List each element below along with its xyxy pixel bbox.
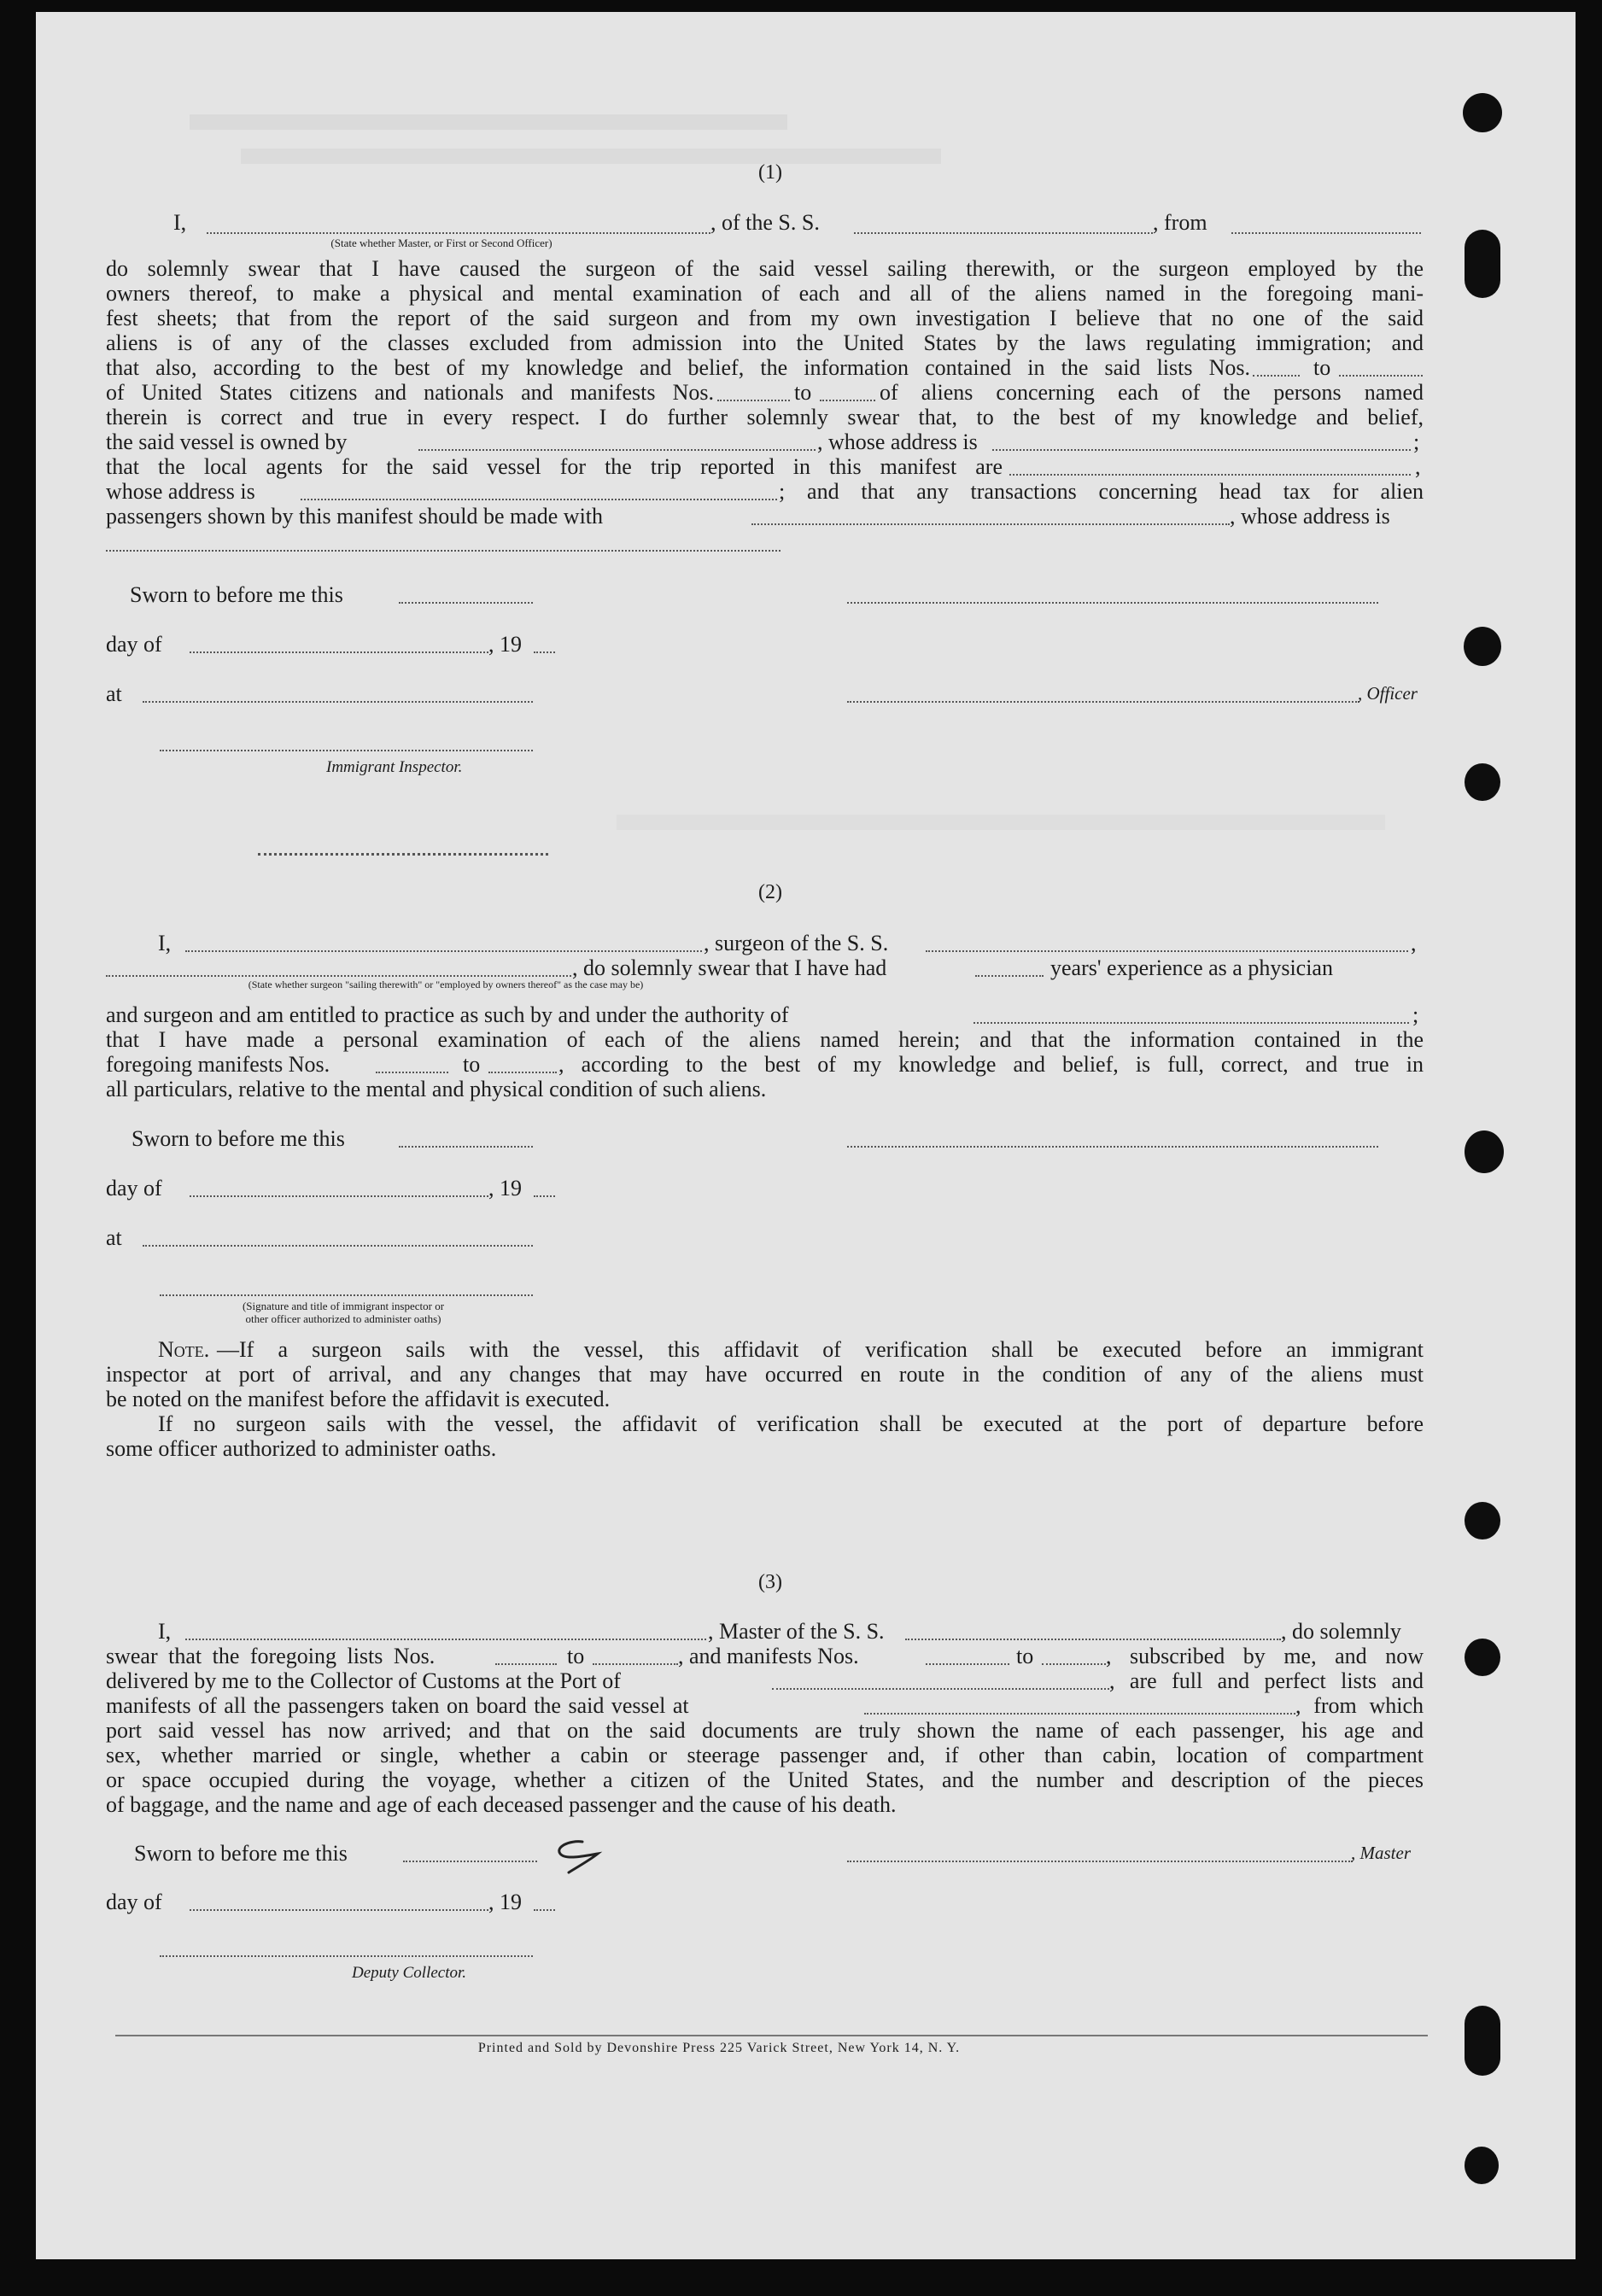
s1-para-line: of United States citizens and nationals and manifests Nos. xyxy=(106,380,714,405)
s1-separator xyxy=(258,853,548,856)
s3-port-field[interactable] xyxy=(772,1688,1109,1690)
s2-authority-field[interactable] xyxy=(973,1022,1409,1024)
s3-master-name-field[interactable] xyxy=(185,1639,706,1640)
s2-at-field[interactable] xyxy=(143,1245,533,1247)
s3-manifests-from-field[interactable] xyxy=(926,1663,1009,1665)
s1-para-line: ; and that any transactions concerning head tax for alien xyxy=(779,479,1424,504)
s3-para-line: port said vessel has now arrived; and that on the said documents are truly shown the name of each passenger, his age and xyxy=(106,1718,1424,1743)
note-line: inspector at port of arrival, and any changes that may have occurred en route in the condition of any of the aliens must xyxy=(106,1362,1424,1387)
s1-head-tax-party-field[interactable] xyxy=(751,523,1230,525)
s1-manifests-to: to xyxy=(794,380,812,405)
s1-lists-to: to xyxy=(1313,355,1331,380)
bleed-through xyxy=(190,114,787,130)
s1-from: , from xyxy=(1153,210,1207,235)
bleed-through xyxy=(241,149,941,164)
s1-owner-address-label: , whose address is xyxy=(817,429,978,454)
s2-sig-caption: (Signature and title of immigrant inspector or xyxy=(242,1300,445,1312)
s3-sworn: Sworn to before me this xyxy=(134,1841,348,1866)
printer-imprint: Printed and Sold by Devonshire Press 225 Varick Street, New York 14, N. Y. xyxy=(477,2041,961,2055)
note-line: —If a surgeon sails with the vessel, this affidavit of verification shall be executed before an immigrant xyxy=(217,1337,1424,1362)
s1-lists-from-field[interactable] xyxy=(1253,375,1300,377)
s3-port: delivered by me to the Collector of Customs at the Port of xyxy=(106,1668,621,1693)
s3-master-signature-field[interactable] xyxy=(847,1861,1353,1862)
s2-surgeon-caption: (State whether surgeon "sailing therewith" or "employed by owners thereof" as the case may be) xyxy=(248,979,644,990)
s2-surgeon-of: , surgeon of the S. S. xyxy=(704,931,889,955)
s1-para-line: do solemnly swear that I have caused the surgeon of the said vessel sailing therewith, or the surgeon employed by the xyxy=(106,256,1424,281)
s3-para-line: of baggage, and the name and age of each deceased passenger and the cause of his death. xyxy=(106,1792,897,1817)
s1-para-line: aliens is of any of the classes excluded from admission into the United States by the laws regulating immigration; and xyxy=(106,330,1424,355)
s1-para-line: fest sheets; that from the report of the said surgeon and from my own investigation I believe that no one of the said xyxy=(106,306,1424,330)
s3-para-line: sex, whether married or single, whether a cabin or steerage passenger and, if other than cabin, location of compartment xyxy=(106,1743,1424,1767)
s1-officer-title-field[interactable] xyxy=(847,701,1359,703)
s3-manifests-to: to xyxy=(1016,1644,1034,1668)
s2-inspector-signature-field[interactable] xyxy=(160,1294,533,1296)
s2-manifests-to: to xyxy=(463,1052,481,1077)
punch-hole xyxy=(1465,1130,1504,1173)
note-label: Note. xyxy=(158,1337,210,1362)
s1-head-tax: passengers shown by this manifest should be made with xyxy=(106,504,604,529)
punch-hole xyxy=(1464,627,1501,666)
s3-departure-field[interactable] xyxy=(864,1713,1295,1715)
s1-officer-name-field[interactable] xyxy=(207,232,710,234)
s1-head-tax-address-label: , whose address is xyxy=(1230,504,1390,529)
note-line: If no surgeon sails with the vessel, the affidavit of verification shall be executed at the port of departure before xyxy=(158,1411,1424,1436)
bleed-through xyxy=(617,815,1385,830)
s2-semicolon: ; xyxy=(1412,1002,1419,1027)
s3-para-line: , are full and perfect lists and xyxy=(1109,1668,1424,1693)
s1-owner-address-field[interactable] xyxy=(992,449,1411,451)
s1-inspector-label: Immigrant Inspector. xyxy=(326,758,463,776)
punch-hole xyxy=(1465,230,1500,298)
s1-of-ss: , of the S. S. xyxy=(710,210,820,235)
s1-manifests-from-field[interactable] xyxy=(717,400,790,401)
s1-para-line: owners thereof, to make a physical and mental examination of each and all of the aliens named in the foregoing mani- xyxy=(106,281,1424,306)
handwritten-mark xyxy=(548,1835,608,1878)
s1-year: , 19 xyxy=(488,632,522,657)
section-3-heading: (3) xyxy=(758,1571,782,1593)
s2-surgeon-type-field[interactable] xyxy=(106,975,571,977)
s3-lists: swear that the foregoing lists Nos. xyxy=(106,1644,436,1668)
s3-manifests-to-field[interactable] xyxy=(1042,1663,1106,1665)
s1-sworn-date-field[interactable] xyxy=(399,602,533,604)
s3-manifests: , and manifests Nos. xyxy=(678,1644,859,1668)
s2-manifests-from-field[interactable] xyxy=(376,1072,448,1073)
s1-i: I, xyxy=(173,210,187,235)
s1-semicolon: ; xyxy=(1413,429,1420,454)
s1-para-line: therein is correct and true in every respect. I do further solemnly swear that, to the best of my knowledge and belief, xyxy=(106,405,1424,429)
s2-years: years' experience as a physician xyxy=(1050,955,1333,980)
s2-manifests-to-field[interactable] xyxy=(488,1072,557,1073)
s3-sworn-date-field[interactable] xyxy=(403,1861,537,1862)
s1-agents-field[interactable] xyxy=(1009,474,1411,476)
s3-solemnly: , do solemnly xyxy=(1281,1619,1401,1644)
s1-para-line: that the local agents for the said vessel for the trip reported in this manifest are xyxy=(106,454,1003,479)
s1-whose-address: whose address is xyxy=(106,479,255,504)
punch-hole xyxy=(1463,93,1502,132)
s1-head-tax-address-field[interactable] xyxy=(106,550,781,552)
s2-day-of-field[interactable] xyxy=(190,1195,488,1197)
s1-day-of-field[interactable] xyxy=(190,651,488,653)
s1-inspector-signature-field[interactable] xyxy=(160,750,533,751)
s1-comma: , xyxy=(1415,454,1421,479)
s2-authority: and surgeon and am entitled to practice as such by and under the authority of xyxy=(106,1002,789,1027)
s3-deputy-signature-field[interactable] xyxy=(160,1955,533,1957)
s3-para-line: , from which xyxy=(1295,1693,1424,1718)
s2-para-line: , according to the best of my knowledge and belief, is full, correct, and true in xyxy=(558,1052,1424,1077)
s2-para-line: that I have made a personal examination of each of the aliens named herein; and that the information contained in the xyxy=(106,1027,1424,1052)
s1-officer-label: , Officer xyxy=(1358,683,1418,704)
s3-master-label: , Master xyxy=(1351,1843,1411,1863)
s2-surgeon-name-field[interactable] xyxy=(185,950,702,952)
s3-lists-to-field[interactable] xyxy=(593,1663,678,1665)
s1-officer-caption: (State whether Master, or First or Second Officer) xyxy=(330,237,553,249)
footer-rule xyxy=(115,2035,1428,2036)
s1-owned-by: the said vessel is owned by xyxy=(106,429,348,454)
s3-master-of: , Master of the S. S. xyxy=(708,1619,885,1644)
note-line: be noted on the manifest before the affidavit is executed. xyxy=(106,1387,611,1411)
s2-i: I, xyxy=(158,931,172,955)
section-2-heading: (2) xyxy=(758,881,782,903)
s2-year: , 19 xyxy=(488,1176,522,1201)
s1-para-line: that also, according to the best of my knowledge and belief, the information contained in the said lists Nos. xyxy=(106,355,1250,380)
s1-year-field[interactable] xyxy=(534,651,555,653)
s1-at-field[interactable] xyxy=(143,701,533,703)
s2-sworn: Sworn to before me this xyxy=(132,1126,345,1151)
s1-sworn: Sworn to before me this xyxy=(130,582,343,607)
s1-manifests-to-field[interactable] xyxy=(820,400,875,401)
s3-deputy-label: Deputy Collector. xyxy=(352,1964,467,1982)
s1-owner-field[interactable] xyxy=(418,449,816,451)
s1-from-field[interactable] xyxy=(1231,232,1421,234)
s2-comma: , xyxy=(1411,931,1417,955)
s3-taken-at: manifests of all the passengers taken on board the said vessel at xyxy=(106,1693,689,1718)
punch-hole xyxy=(1465,763,1500,801)
punch-hole xyxy=(1465,1502,1500,1539)
s3-para-line: or space occupied during the voyage, whether a citizen of the United States, and the number and description of the pieces xyxy=(106,1767,1424,1792)
s3-year: , 19 xyxy=(488,1890,522,1914)
s2-sworn-date-field[interactable] xyxy=(399,1146,533,1148)
s2-sig-caption: other officer authorized to administer oaths) xyxy=(245,1312,441,1325)
s3-vessel-field[interactable] xyxy=(905,1639,1281,1640)
s3-lists-to: to xyxy=(567,1644,585,1668)
s1-officer-signature-field[interactable] xyxy=(847,602,1378,604)
punch-hole xyxy=(1465,2147,1499,2184)
section-1-heading: (1) xyxy=(758,161,782,184)
note-line: some officer authorized to administer oaths. xyxy=(106,1436,497,1461)
s2-manifests: foregoing manifests Nos. xyxy=(106,1052,330,1077)
form-page xyxy=(36,12,1576,2259)
s2-vessel-field[interactable] xyxy=(926,950,1408,952)
s1-vessel-field[interactable] xyxy=(854,232,1153,234)
s1-day-of: day of xyxy=(106,632,162,657)
s2-years-field[interactable] xyxy=(975,975,1044,977)
s1-lists-to-field[interactable] xyxy=(1339,375,1423,377)
s2-surgeon-signature-field[interactable] xyxy=(847,1146,1378,1148)
s2-swear: , do solemnly swear that I have had xyxy=(572,955,887,980)
s3-year-field[interactable] xyxy=(534,1909,555,1911)
s2-para-line: all particulars, relative to the mental and physical condition of such aliens. xyxy=(106,1077,767,1101)
s3-lists-from-field[interactable] xyxy=(495,1663,557,1665)
punch-hole xyxy=(1465,2006,1500,2076)
s2-at: at xyxy=(106,1225,122,1250)
s3-day-of-field[interactable] xyxy=(190,1909,488,1911)
punch-hole xyxy=(1465,1639,1500,1676)
s3-day-of: day of xyxy=(106,1890,162,1914)
s3-i: I, xyxy=(158,1619,172,1644)
s1-para-line: of aliens concerning each of the persons named xyxy=(880,380,1424,405)
s2-year-field[interactable] xyxy=(534,1195,555,1197)
s1-at: at xyxy=(106,681,122,706)
s1-agents-address-field[interactable] xyxy=(301,499,777,500)
s2-day-of: day of xyxy=(106,1176,162,1201)
s3-para-line: , subscribed by me, and now xyxy=(1106,1644,1424,1668)
